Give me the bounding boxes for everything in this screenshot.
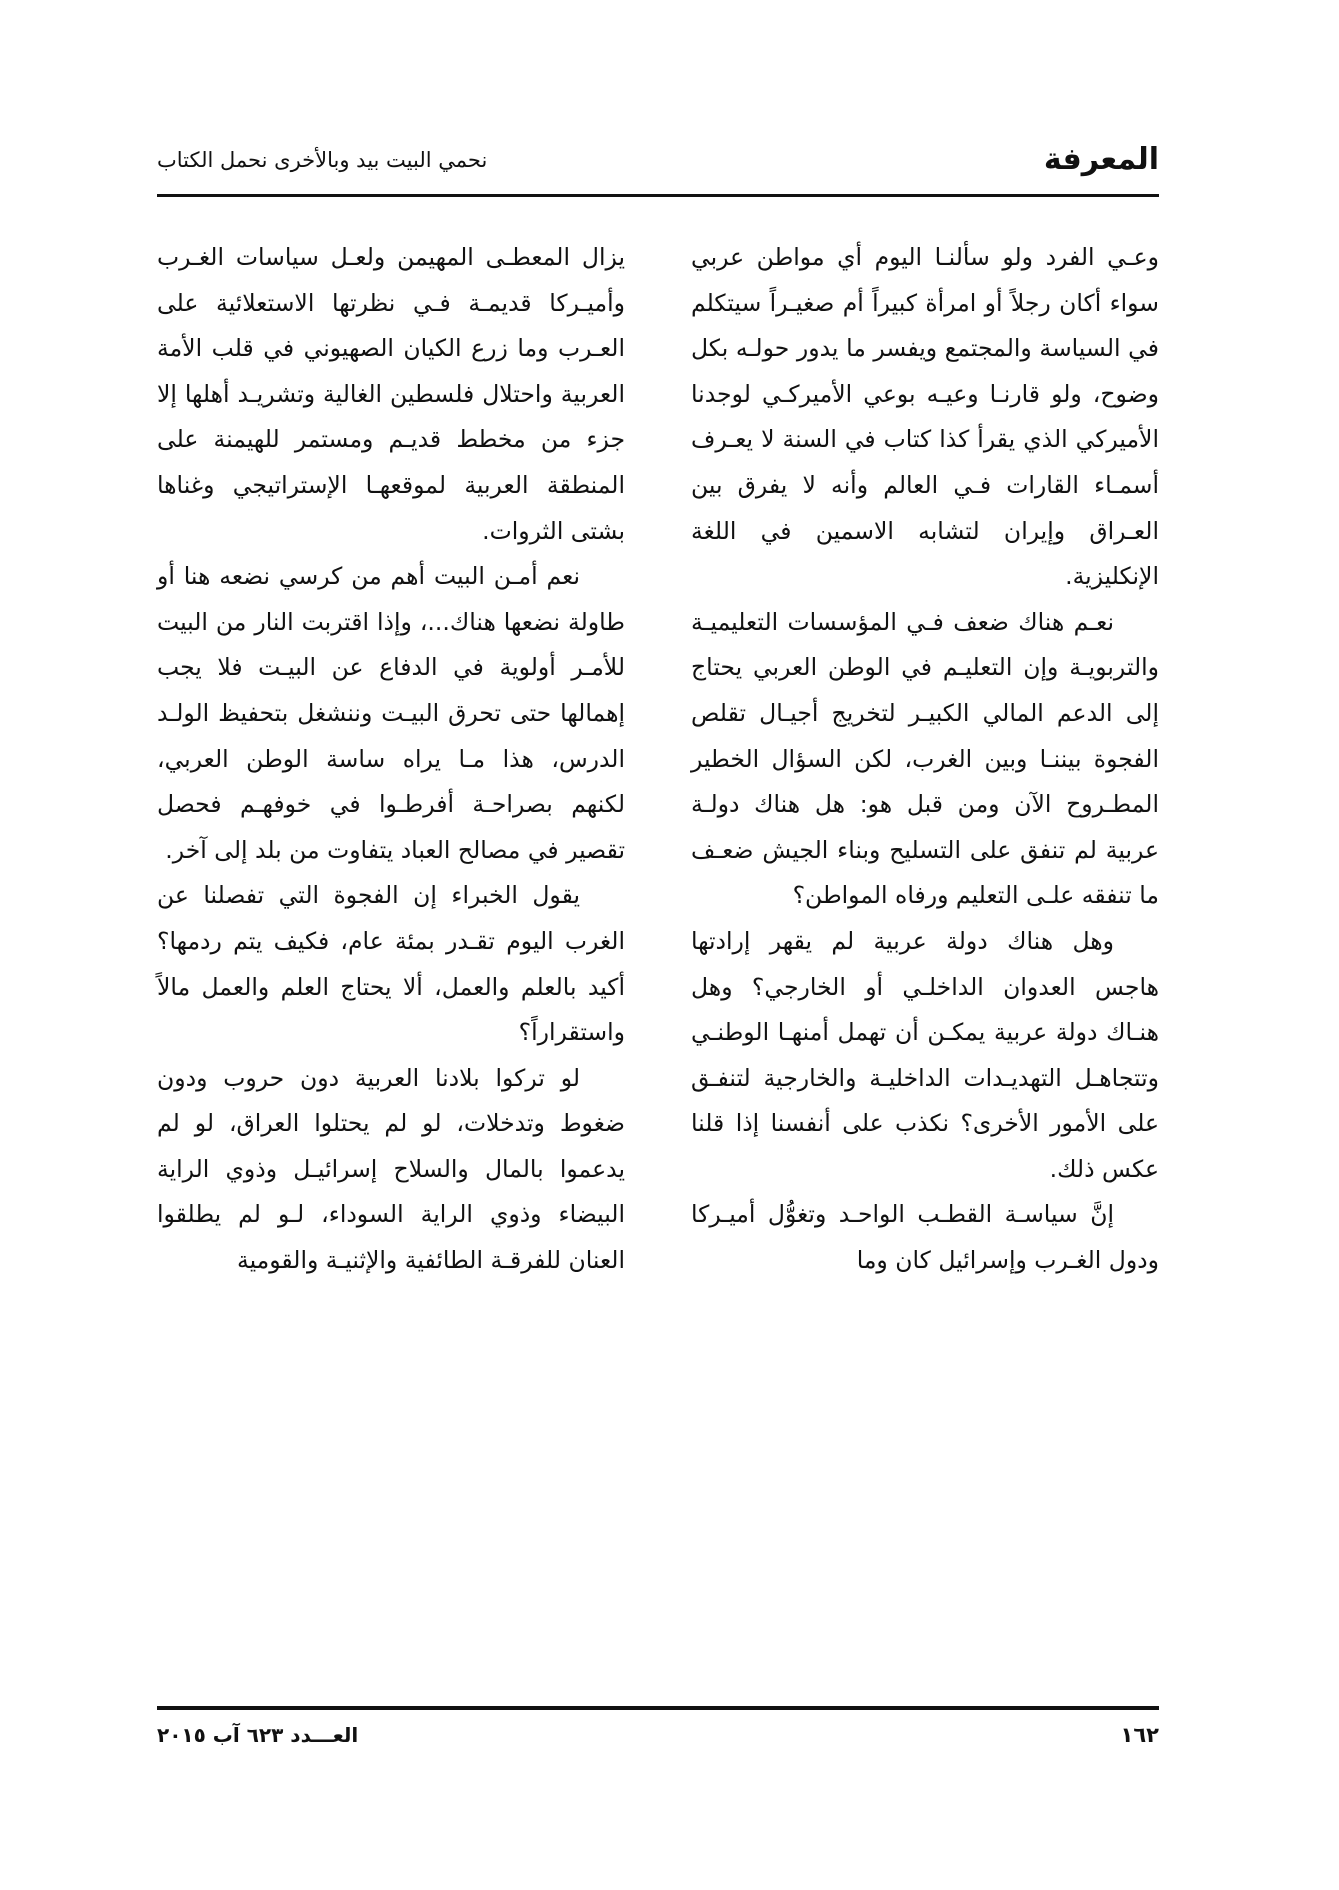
page-number: ١٦٢ [1120,1723,1159,1747]
paragraph: يزال المعطـى المهيمن ولعـل سياسات الغـرب وأميـركا قديمـة فـي نظرتها الاستعلائية على العـرب وما زرع الكيان الصهيوني في قلب الأمة العربية واحتلال فلسطين الغالية وتشريـد أهلها إلا جزء من مخطط قديـم ومستمر للهيمنة على المنطقة العربية لموقعهـا الإستراتيجي وغناها بشتى الثروات. [157,243,625,545]
header-rule [157,194,1159,197]
paragraph: وهل هناك دولة عربية لم يقهر إرادتها هاجس العدوان الداخلـي أو الخارجي؟ وهل هنـاك دولة عربية يمكـن أن تهمل أمنهـا الوطنـي وتتجاهـل التهديـدات الداخليـة والخارجية لتنفـق على الأمور الأخرى؟ نكذب على أنفسنا إذا قلنا عكس ذلك. [691,926,1159,1183]
paragraph: إنَّ سياسـة القطـب الواحـد وتغوُّل أميـركا ودول الغـرب وإسرائيل كان وما [691,1200,1159,1275]
running-title: نحمي البيت بيد وبالأخرى نحمل الكتاب [157,148,488,172]
right-column [691,235,1159,1284]
left-column [157,235,625,1284]
paragraph: لو تركوا بلادنا العربية دون حروب ودون ضغوط وتدخلات، لو لم يحتلوا العراق، لو لم يدعموا بالمال والسلاح إسرائيـل وذوي الراية البيضاء وذوي الراية السوداء، لـو لم يطلقوا العنان للفرقـة الطائفية والإثنيـة والقومية [157,1063,625,1275]
issue-info: العـــدد ٦٢٣ آب ٢٠١٥ [157,1723,359,1747]
magazine-logo: المعرفة [1043,142,1159,177]
paragraph: وعـي الفرد ولو سألنـا اليوم أي مواطن عربي سواء أكان رجلاً أو امرأة كبيراً أم صغيـراً سيتكلم في السياسة والمجتمع ويفسر ما يدور حولـه بكل وضوح، ولو قارنـا وعيـه بوعي الأميركـي لوجدنا الأميركي الذي يقرأ كذا كتاب في السنة لا يعـرف أسمـاء القارات فـي العالم وأنه لا يفرق بين العـراق وإيران لتشابه الاسمين في اللغة الإنكليزية. [691,243,1159,591]
paragraph: يقول الخبراء إن الفجوة التي تفصلنا عن الغرب اليوم تقـدر بمئة عام، فكيف يتم ردمها؟ أكيد بالعلم والعمل، ألا يحتاج العلم والعمل مالاً واستقراراً؟ [157,881,625,1047]
page-header [157,142,1159,190]
paragraph: نعم أمـن البيت أهم من كرسي نضعه هنا أو طاولة نضعها هناك...، وإذا اقتربت النار من البيت للأمـر أولوية في الدفاع عن البيـت فلا يجب إهمالها حتى تحرق البيـت وننشغل بتحفيظ الولـد الدرس، هذا مـا يراه ساسة الوطن العربي، لكنهم بصراحـة أفرطـوا في خوفهـم فحصل تقصير في مصالح العباد يتفاوت من بلد إلى آخر. [157,562,625,864]
paragraph: نعـم هناك ضعف فـي المؤسسات التعليميـة والتربويـة وإن التعليـم في الوطن العربي يحتاج إلى الدعم المالي الكبيـر لتخريج أجيـال تقلص الفجوة بيننـا وبين الغرب، لكن السؤال الخطير المطـروح الآن ومن قبل هو: هل هناك دولـة عربية لم تنفق على التسليح وبناء الجيش ضعـف ما تنفقه علـى التعليم ورفاه المواطن؟ [691,607,1159,910]
footer-rule [157,1706,1159,1710]
